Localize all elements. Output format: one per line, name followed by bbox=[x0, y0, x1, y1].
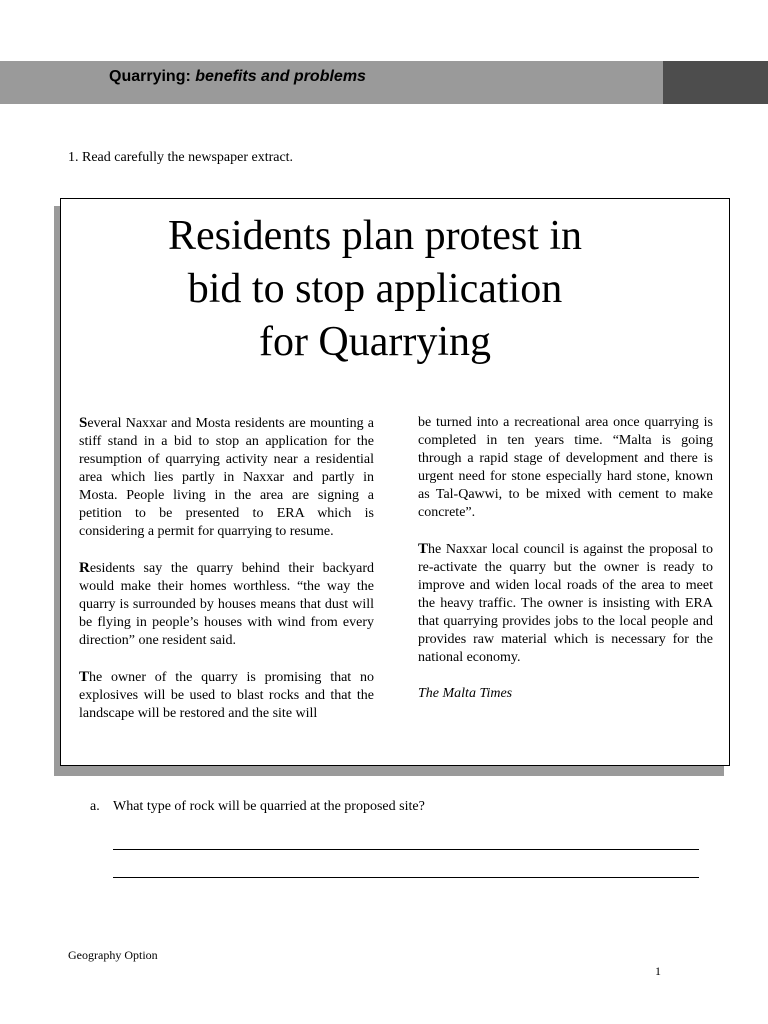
page-title-sub: benefits and problems bbox=[195, 68, 366, 85]
headline-line-2: bid to stop application bbox=[187, 266, 563, 312]
page-number: 1 bbox=[655, 964, 661, 978]
paragraph-initial: R bbox=[79, 560, 90, 576]
headline-line-1: Residents plan protest in bbox=[167, 213, 583, 259]
footer-label: Geography Option bbox=[68, 948, 158, 962]
paragraph-initial: T bbox=[79, 669, 90, 685]
page-title-main: Quarrying: bbox=[109, 68, 191, 85]
instruction-text: 1. Read carefully the newspaper extract. bbox=[68, 150, 294, 165]
article-column-left bbox=[79, 414, 374, 741]
page-title bbox=[109, 68, 366, 86]
paragraph-text: he Naxxar local council is against the proposal to re-activate the quarry but the owner is ready to improve and widen local roads of the area to meet the heavy traffic. The owner is insisting with ERA that quarrying provides jobs to the local people and provides raw material which is necessary for the national economy. bbox=[418, 542, 713, 665]
article-headline bbox=[60, 210, 690, 369]
paragraph-text: be turned into a recreational area once quarrying is completed in ten years time. “Malta is going through a rapid stage of development and there is urgent need for stone especially hard stone, known as Tal-Qawwi, to be mixed with cement to make concrete”. bbox=[418, 415, 713, 520]
paragraph-text: esidents say the quarry behind their backyard would make their homes worthless. “the way the quarry is surrounded by houses means that dust will be flying in people’s houses with wind from every direction” one resident said. bbox=[79, 561, 374, 648]
answer-line[interactable] bbox=[113, 877, 699, 878]
paragraph-initial: S bbox=[79, 415, 88, 431]
question-a bbox=[90, 799, 425, 815]
paragraph-text: everal Naxxar and Mosta residents are mounting a stiff stand in a bid to stop an application for the resumption of quarrying activity near a residential area which lies partly in Naxxar and partly in Mosta. People living in the area are signing a petition to be presented to ERA which is considering a permit for quarrying to resume. bbox=[79, 416, 374, 539]
article-paragraph bbox=[79, 414, 374, 541]
paragraph-text: he owner of the quarry is promising that no explosives will be used to blast rocks and that the landscape will be restored and the site will bbox=[79, 670, 374, 721]
paragraph-initial: T bbox=[418, 541, 429, 557]
article-paragraph bbox=[79, 559, 374, 650]
answer-line[interactable] bbox=[113, 849, 699, 850]
headline-line-3: for Quarrying bbox=[258, 319, 492, 365]
article-source: The Malta Times bbox=[418, 686, 513, 701]
article-paragraph bbox=[79, 668, 374, 723]
header-bar-accent bbox=[663, 61, 768, 104]
article-paragraph bbox=[418, 540, 713, 667]
article-paragraph bbox=[418, 414, 713, 522]
article-column-right bbox=[418, 414, 713, 721]
question-label: a. bbox=[90, 799, 100, 814]
question-text: What type of rock will be quarried at the proposed site? bbox=[113, 799, 425, 814]
